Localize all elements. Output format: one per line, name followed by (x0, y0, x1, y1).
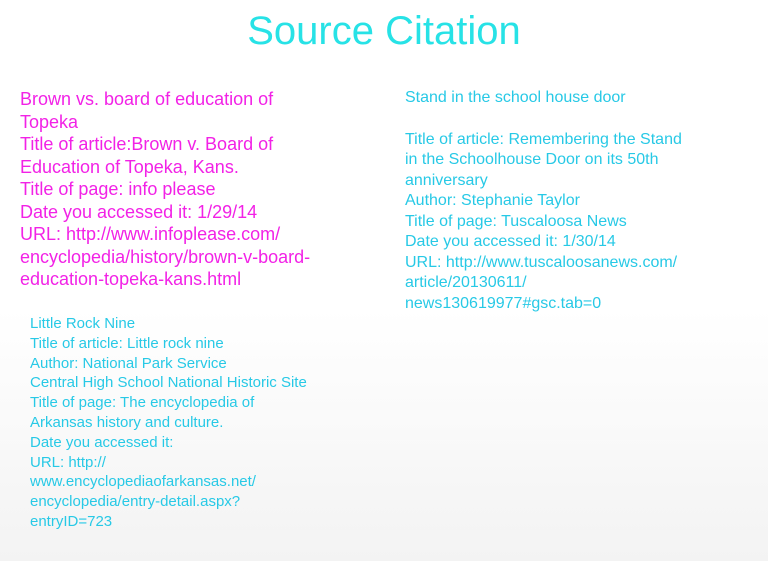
citation-line: Arkansas history and culture. (30, 413, 224, 431)
citation-line: in the Schoolhouse Door on its 50th (405, 151, 659, 168)
citation-line: education-topeka-kans.html (20, 269, 242, 289)
citation-line: encyclopedia/history/brown-v-board- (20, 246, 311, 267)
citation-line: Author: National Park Service (30, 354, 227, 372)
citation-line: Title of article: Little rock nine (30, 334, 224, 352)
citation-line: Author: Stephanie Taylor (405, 192, 580, 209)
slide-title: Source Citation (247, 9, 521, 53)
citation-stand-in-school-house-door (405, 88, 682, 314)
citation-line: Central High School National Historic Site (30, 374, 307, 392)
citation-line: Title of page: The encyclopedia of (30, 394, 255, 412)
citation-line: Date you accessed it: (30, 433, 174, 451)
citation-line: URL: http://www.infoplease.com/ (20, 224, 281, 244)
citation-line: news130619977#gsc.tab=0 (405, 294, 602, 312)
citation-line: Date you accessed it: 1/30/14 (405, 233, 616, 250)
citation-line: Education of Topeka, Kans. (20, 156, 239, 177)
citation-line: Title of page: Tuscaloosa News (405, 212, 627, 230)
citation-heading: Stand in the school house door (405, 89, 626, 106)
citation-line: Topeka (20, 111, 79, 132)
citation-spacer (405, 109, 682, 130)
citation-line: article/20130611/ (405, 274, 527, 291)
citation-line: Title of article: Remembering the Stand (405, 130, 682, 148)
citation-line: Date you accessed it: 1/29/14 (20, 201, 258, 222)
citation-line: Brown vs. board of education of (20, 89, 274, 109)
citation-line: Title of article:Brown v. Board of (20, 134, 274, 154)
citation-line: www.encyclopediaofarkansas.net/ (30, 473, 256, 491)
citation-little-rock-nine (30, 314, 307, 532)
citation-line: anniversary (405, 171, 488, 189)
citation-line: URL: http:// (30, 453, 106, 471)
citation-brown-v-board (20, 88, 310, 291)
citation-line: encyclopedia/entry-detail.aspx? (30, 493, 241, 511)
citation-line: URL: http://www.tuscaloosanews.com/ (405, 253, 678, 271)
citation-line: Title of page: info please (20, 179, 216, 199)
citation-line: Little Rock Nine (30, 315, 136, 332)
citation-line: entryID=723 (30, 512, 113, 530)
